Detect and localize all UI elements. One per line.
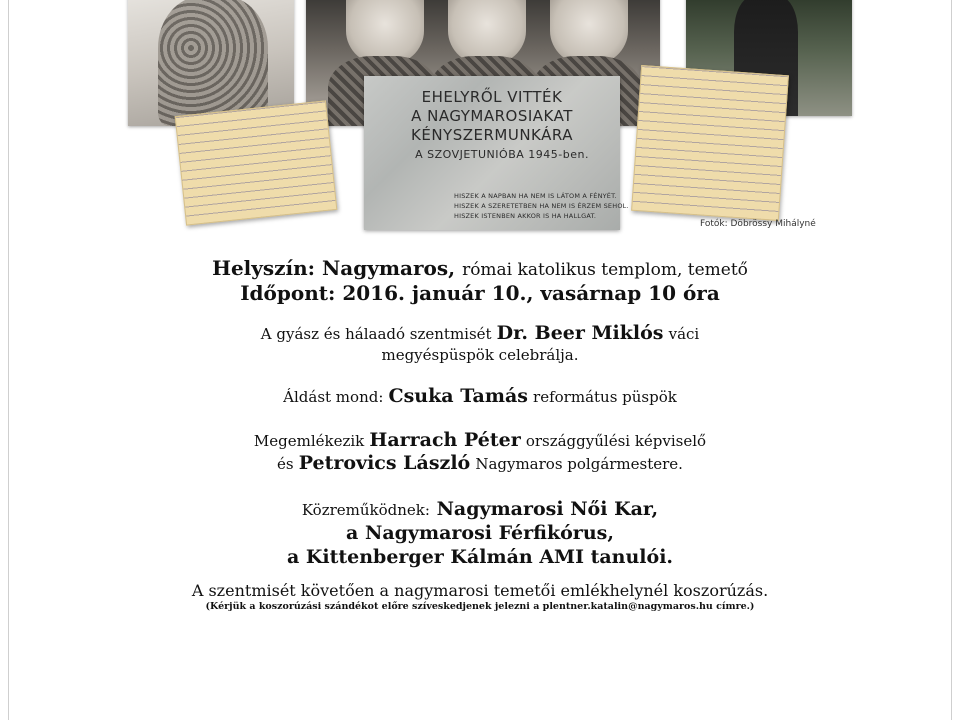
mass-line: [0, 322, 960, 346]
blessing-prefix: Áldást mond:: [283, 387, 384, 406]
time-value: 2016. január 10., vasárnap 10 óra: [342, 281, 720, 306]
performers-line-1: [0, 498, 960, 522]
commemoration-prefix: Megemlékezik: [253, 431, 365, 450]
plaque-line: EHELYRŐL VITTÉK: [421, 88, 563, 106]
speaker-title-1: országgyűlési képviselő: [525, 431, 707, 450]
photo-collage: [0, 0, 960, 240]
plaque-verse: HISZEK ISTENBEN AKKOR IS HA HALLGAT.: [454, 212, 597, 220]
photo-credit: Fotók: Döbrössy Mihályné: [700, 219, 816, 229]
speaker-title-2: Nagymaros polgármestere.: [475, 455, 683, 474]
handwritten-letter-right: [631, 65, 789, 221]
performer-group-1: Nagymarosi Női Kar,: [436, 498, 659, 520]
blessing-suffix: református püspök: [533, 387, 677, 406]
mass-suffix: váci: [668, 325, 700, 344]
mass-prefix: A gyász és hálaadó szentmisét: [260, 325, 492, 344]
blessing-name: Csuka Tamás: [388, 384, 528, 407]
plaque-verse: HISZEK A NAPBAN HA NEM IS LÁTOM A FÉNYÉT.: [454, 192, 617, 200]
location-label: Helyszín:: [212, 256, 316, 280]
speaker-name-2: Petrovics László: [298, 452, 471, 475]
location-place: Nagymaros,: [322, 256, 456, 280]
commemoration-connector: és: [277, 455, 294, 474]
mass-line-2: megyéspüspök celebrálja.: [381, 346, 579, 364]
speaker-name-1: Harrach Péter: [369, 428, 521, 451]
commemoration-line-1: [0, 429, 960, 453]
performer-group-2: a Nagymarosi Férfikórus,: [346, 521, 614, 544]
wreath-note: (Kérjük a koszorúzási szándékot előre szíveskedjenek jelezni a plentner.katalin@nagymaros.hu címre.): [205, 601, 755, 613]
location-detail: római katolikus templom, temető: [462, 260, 748, 280]
plaque-line: A NAGYMAROSIAKAT: [411, 107, 573, 125]
plaque-line: KÉNYSZERMUNKÁRA: [411, 126, 573, 144]
memorial-plaque: [364, 76, 629, 230]
celebrant-name: Dr. Beer Miklós: [496, 322, 664, 345]
handwritten-letter-left: [175, 100, 338, 225]
event-details: [0, 250, 960, 613]
plaque-verse: HISZEK A SZERETETBEN HA NEM IS ÉRZEM SEHOL.: [454, 202, 629, 210]
commemoration-line-2: [0, 452, 960, 476]
location-line: [0, 256, 960, 281]
plaque-line: A SZOVJETUNIÓBA 1945-ben.: [415, 148, 589, 161]
wreath-line: A szentmisét követően a nagymarosi temetői emlékhelynél koszorúzás.: [191, 581, 769, 601]
blessing-line: [0, 385, 960, 409]
time-line: [0, 281, 960, 306]
performers-prefix: Közreműködnek:: [301, 501, 430, 519]
performer-group-3: a Kittenberger Kálmán AMI tanulói.: [286, 545, 674, 568]
time-label: Időpont:: [240, 281, 336, 306]
